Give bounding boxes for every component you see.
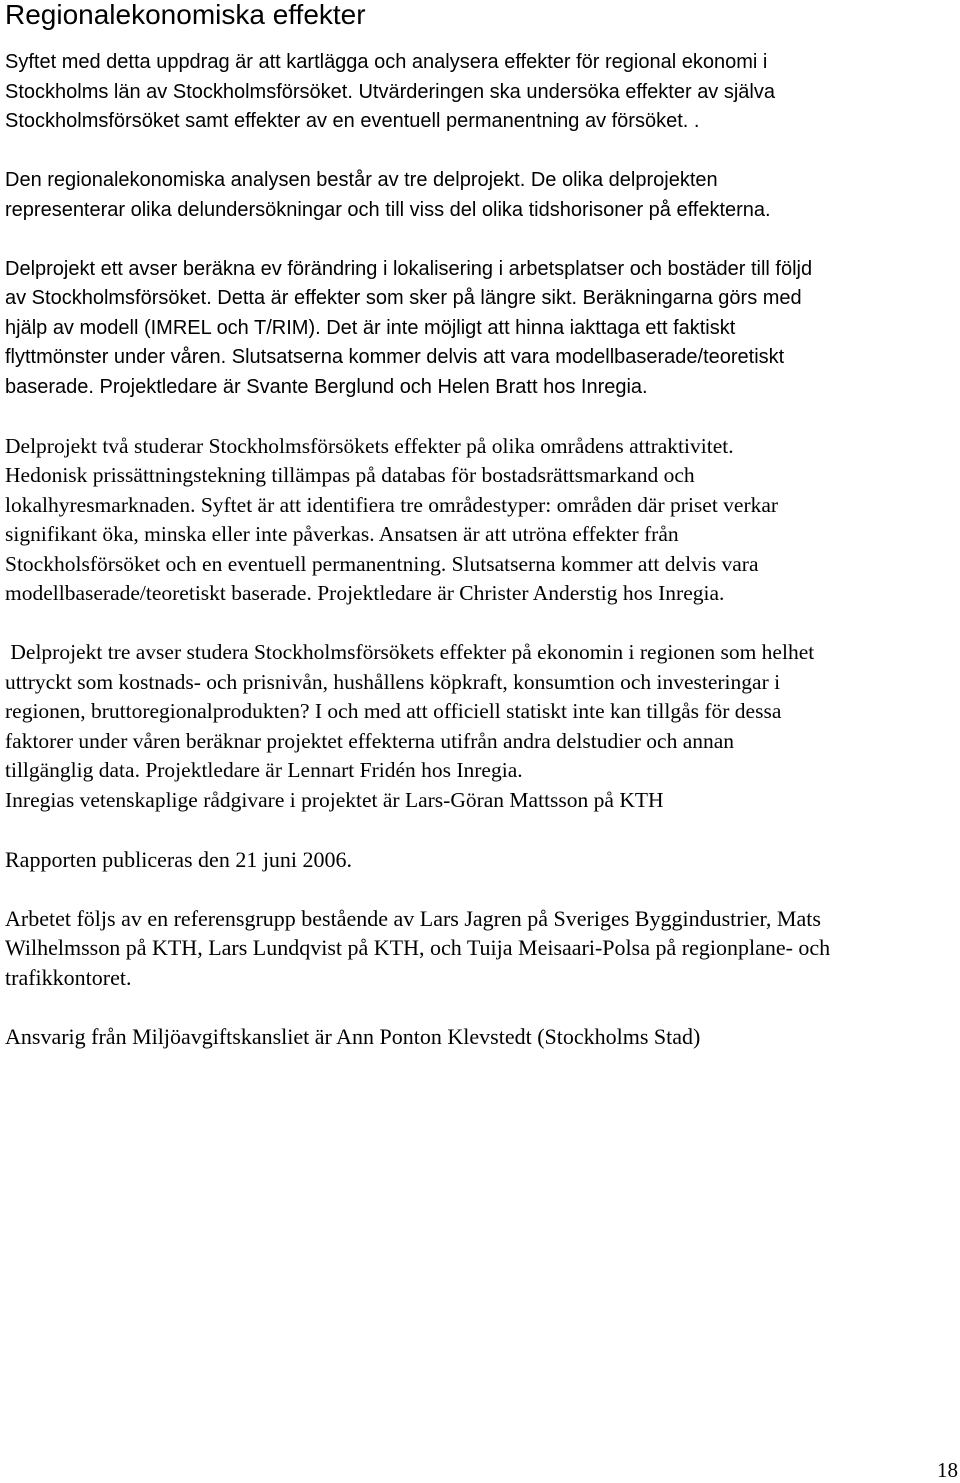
page-number: 18 — [937, 1458, 958, 1482]
text-line: uttryckt som kostnads- och prisnivån, hushållens köpkraft, konsumtion och investeringar i — [5, 669, 781, 694]
text-line: representerar olika delundersökningar och till viss del olika tidshorisoner på effekterna. — [5, 198, 771, 221]
paragraph-responsible — [5, 1022, 957, 1052]
text-line: flyttmönster under våren. Slutsatserna kommer delvis att vara modellbaserade/teoretiskt — [5, 346, 785, 368]
text-line: av Stockholmsförsöket. Detta är effekter som sker på längre sikt. Beräkningarna görs med — [5, 287, 802, 309]
paragraph-subproject-one — [5, 255, 957, 403]
paragraph-purpose — [5, 48, 957, 137]
text-line: modellbaserade/teoretiskt baserade. Projektledare är Christer Anderstig hos Inregia. — [5, 581, 725, 605]
text-line: baserade. Projektledare är Svante Berglund och Helen Bratt hos Inregia. — [5, 375, 648, 398]
text-line: hjälp av modell (IMREL och T/RIM). Det är inte möjligt att hinna iakttaga ett faktiskt — [5, 316, 736, 339]
text-line: Arbetet följs av en referensgrupp bestående av Lars Jagren på Sveriges Byggindustrier, Mats — [5, 905, 821, 931]
text-line: Inregias vetenskaplige rådgivare i projektet är Lars-Göran Mattsson på KTH — [5, 787, 664, 812]
document-page — [5, 0, 957, 1051]
text-line: Stockholmsförsöket samt effekter av en eventuell permanentning av försöket. . — [5, 110, 700, 132]
text-line: Rapporten publiceras den 21 juni 2006. — [5, 846, 353, 872]
paragraph-analysis — [5, 166, 957, 225]
text-line: signifikant öka, minska eller inte påverkas. Ansatsen är att utröna effekter från — [5, 522, 679, 546]
page-title: Regionalekonomiska effekter — [5, 0, 366, 30]
text-line: Delprojekt två studerar Stockholmsförsökets effekter på olika områdens attraktivitet. — [5, 433, 734, 458]
paragraph-subproject-three — [5, 638, 957, 815]
text-line: Den regionalekonomiska analysen består av tre delprojekt. De olika delprojekten — [5, 169, 718, 191]
text-line: Hedonisk prissättningstekning tillämpas på databas för bostadsrättsmarkand och — [5, 463, 695, 487]
text-line: Wilhelmsson på KTH, Lars Lundqvist på KTH, och Tuija Meisaari-Polsa på regionplane- och — [5, 935, 831, 960]
text-line: lokalhyresmarknaden. Syftet är att identifiera tre områdestyper: områden där priset verkar — [5, 492, 779, 517]
paragraph-publication-date — [5, 845, 957, 875]
text-line: Ansvarig från Miljöavgiftskansliet är Ann Ponton Klevstedt (Stockholms Stad) — [5, 1023, 701, 1049]
text-line: Stockholsförsöket och en eventuell permanentning. Slutsatserna kommer att delvis vara — [5, 551, 759, 576]
paragraph-reference-group — [5, 904, 957, 993]
text-line: Delprojekt ett avser beräkna ev förändring i lokalisering i arbetsplatser och bostäder till följd — [5, 257, 813, 280]
text-line: regionen, bruttoregionalprodukten? I och med att officiell statiskt inte kan tillgås för dessa — [5, 699, 782, 723]
paragraph-subproject-two — [5, 432, 957, 609]
text-line: Syftet med detta uppdrag är att kartlägga och analysera effekter för regional ekonomi i — [5, 51, 768, 73]
text-line: tillgänglig data. Projektledare är Lennart Fridén hos Inregia. — [5, 758, 523, 782]
text-line: faktorer under våren beräknar projektet effekterna utifrån andra delstudier och annan — [5, 728, 735, 753]
text-line: Delprojekt tre avser studera Stockholmsförsökets effekter på ekonomin i regionen som helhet — [5, 640, 815, 664]
text-line: Stockholms län av Stockholmsförsöket. Utvärderingen ska undersöka effekter av själva — [5, 80, 775, 103]
text-line: trafikkontoret. — [5, 964, 132, 990]
